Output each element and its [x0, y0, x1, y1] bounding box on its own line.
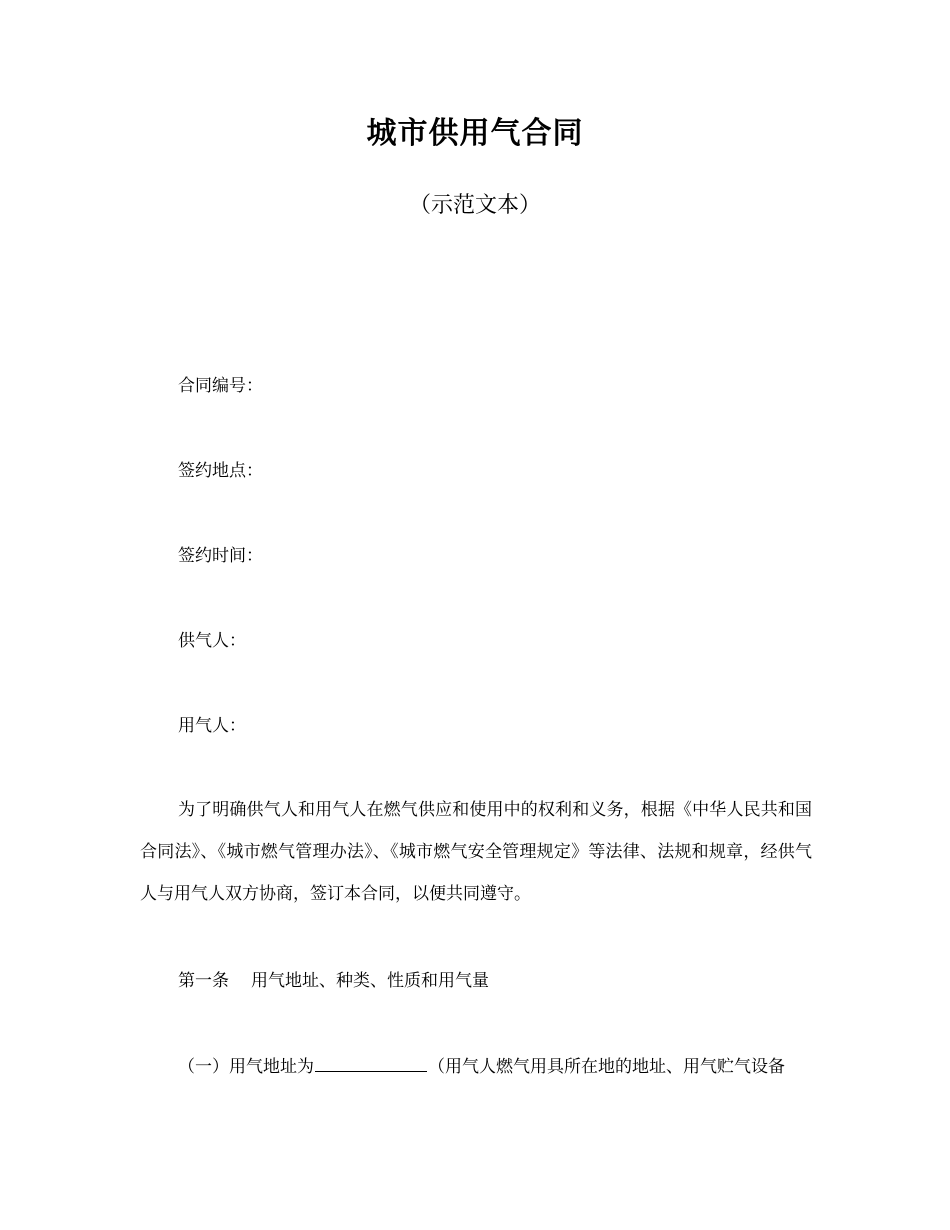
article-heading-text: 用气地址、种类、性质和用气量: [251, 971, 489, 991]
document-title: 城市供用气合同: [366, 116, 584, 151]
clause-1: [178, 1053, 785, 1081]
clause-text-after: （用气人燃气用具所在地的地址、用气贮气设备: [428, 1057, 785, 1077]
document-subtitle: （示范文本）: [408, 193, 541, 218]
field-sign-time: 签约时间：: [178, 546, 263, 566]
field-contract-number: 合同编号：: [178, 376, 263, 396]
address-blank-line: [315, 1053, 427, 1072]
clause-text-before: （一）用气地址为: [178, 1057, 314, 1077]
field-supplier: 供气人：: [178, 631, 246, 651]
article-1-heading: [178, 968, 489, 994]
article-number: 第一条: [178, 971, 229, 991]
preamble-paragraph: 为了明确供气人和用气人在燃气供应和使用中的权利和义务，根据《中华人民共和国合同法》、《城市燃气管理办法》、《城市燃气安全管理规定》等法律、法规和规章，经供气人与用气人双方协商，签订本合同，以便共同遵守。: [140, 800, 812, 904]
field-sign-place: 签约地点：: [178, 461, 263, 481]
field-user: 用气人：: [178, 716, 246, 736]
